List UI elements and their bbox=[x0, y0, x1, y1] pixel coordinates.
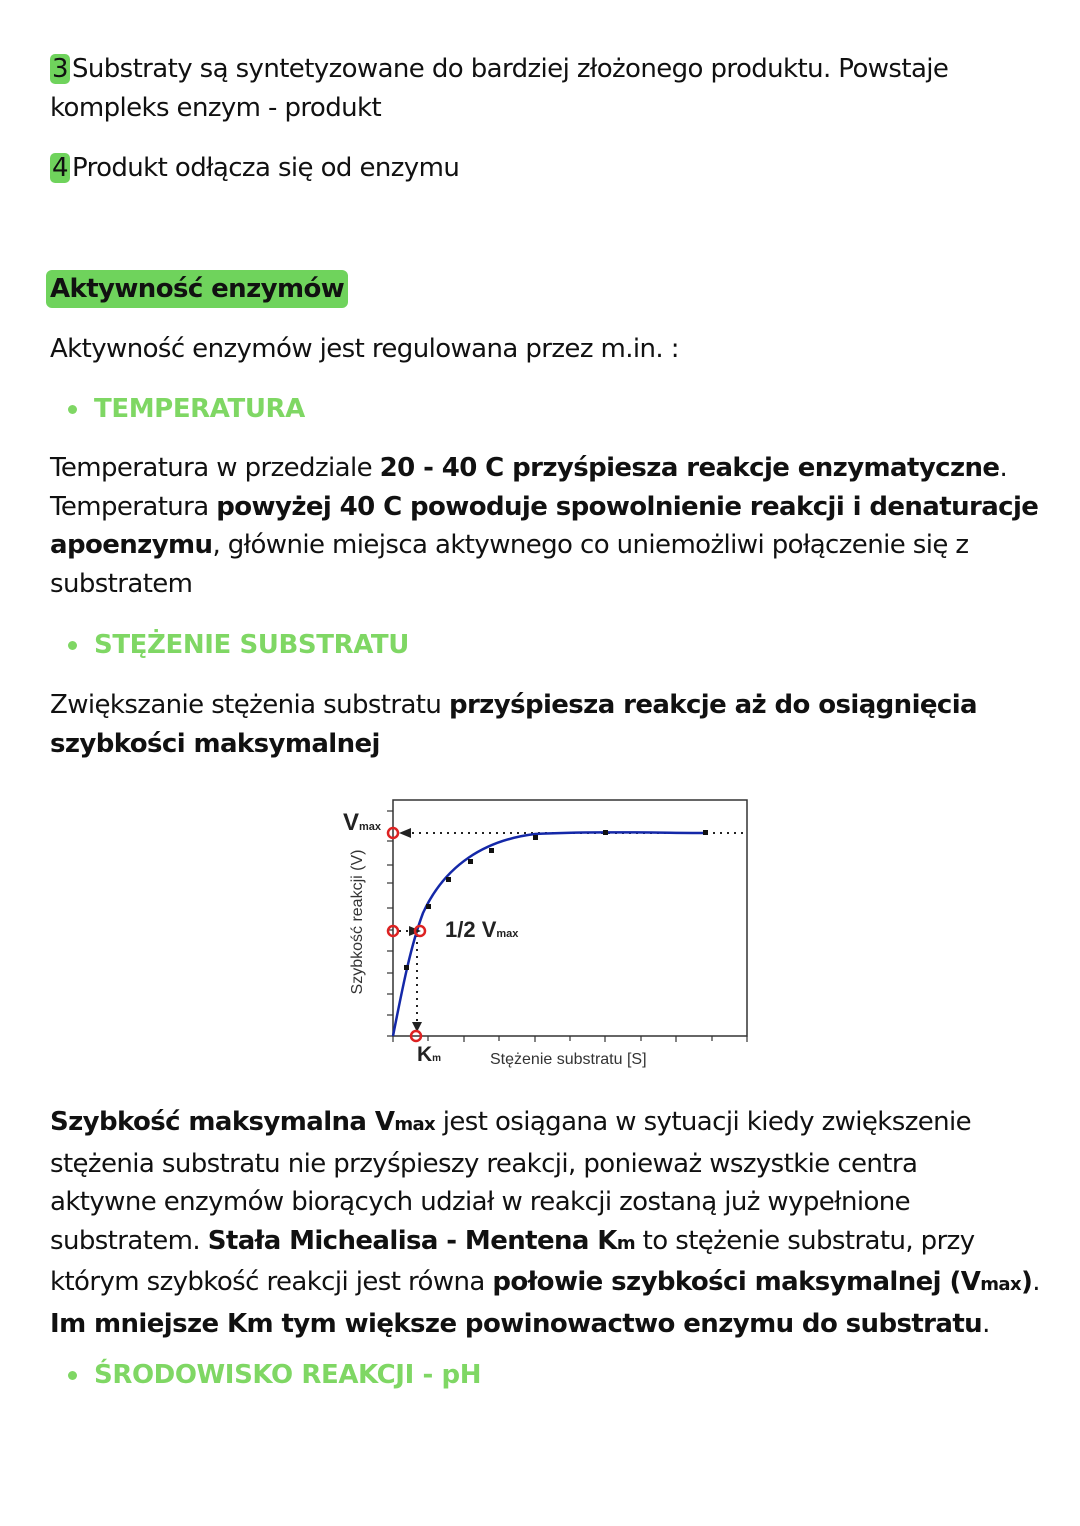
step-number: 4 bbox=[52, 153, 68, 183]
step-number: 3 bbox=[52, 54, 68, 84]
bullet-substrate: STĘŻENIE SUBSTRATU bbox=[50, 626, 409, 664]
intro-text: Aktywność enzymów jest regulowana przez m.in. : bbox=[50, 334, 679, 364]
bullet-icon bbox=[68, 1371, 77, 1380]
section-title: Aktywność enzymów bbox=[46, 270, 348, 308]
bullet-temperature: TEMPERATURA bbox=[50, 390, 305, 428]
bullet-icon bbox=[68, 405, 77, 414]
step-3: 3 Substraty są syntetyzowane do bardziej złożonego produktu. Powstaje kompleks enzym - produkt bbox=[50, 54, 949, 123]
explanation-paragraph: Szybkość maksymalna Vmax jest osiągana w sytuacji kiedy zwiększenie stężenia substratu nie przyśpieszy reakcji, ponieważ wszystkie centra aktywne enzymów biorących udział w reakcji zostaną już wypełnione substratem. Stała Michealisa - Mentena Km to stężenie substratu, przy którym szybkość reakcji jest równa połowie szybkości maksymalnej (Vmax). Im mniejsze Km tym większe powinowactwo enzymu do substratu. bbox=[50, 1107, 1040, 1339]
temperature-paragraph: Temperatura w przedziale 20 - 40 C przyśpiesza reakcje enzymatyczne. Temperatura powyżej 40 C powoduje spowolnienie reakcji i denaturacje apoenzymu, głównie miejsca aktywnego co uniemożliwi połączenie się z substratem bbox=[50, 453, 1039, 599]
y-axis-label: Szybkość reakcji (V) bbox=[349, 849, 366, 995]
substrate-paragraph: Zwiększanie stężenia substratu przyśpiesza reakcje aż do osiągnięcia szybkości maksymalnej bbox=[50, 690, 977, 759]
x-axis-label: Stężenie substratu [S] bbox=[490, 1051, 647, 1068]
michaelis-menten-chart bbox=[335, 785, 765, 1080]
chart-svg bbox=[335, 785, 765, 1080]
km-label: Km bbox=[417, 1043, 442, 1066]
half-vmax-label: 1/2 Vmax bbox=[445, 917, 519, 942]
bullet-icon bbox=[68, 641, 77, 650]
bullet-ph: ŚRODOWISKO REAKCJI - pH bbox=[50, 1356, 481, 1394]
vmax-label: Vmax bbox=[343, 809, 382, 836]
step-4: 4 Produkt odłącza się od enzymu bbox=[52, 153, 460, 183]
